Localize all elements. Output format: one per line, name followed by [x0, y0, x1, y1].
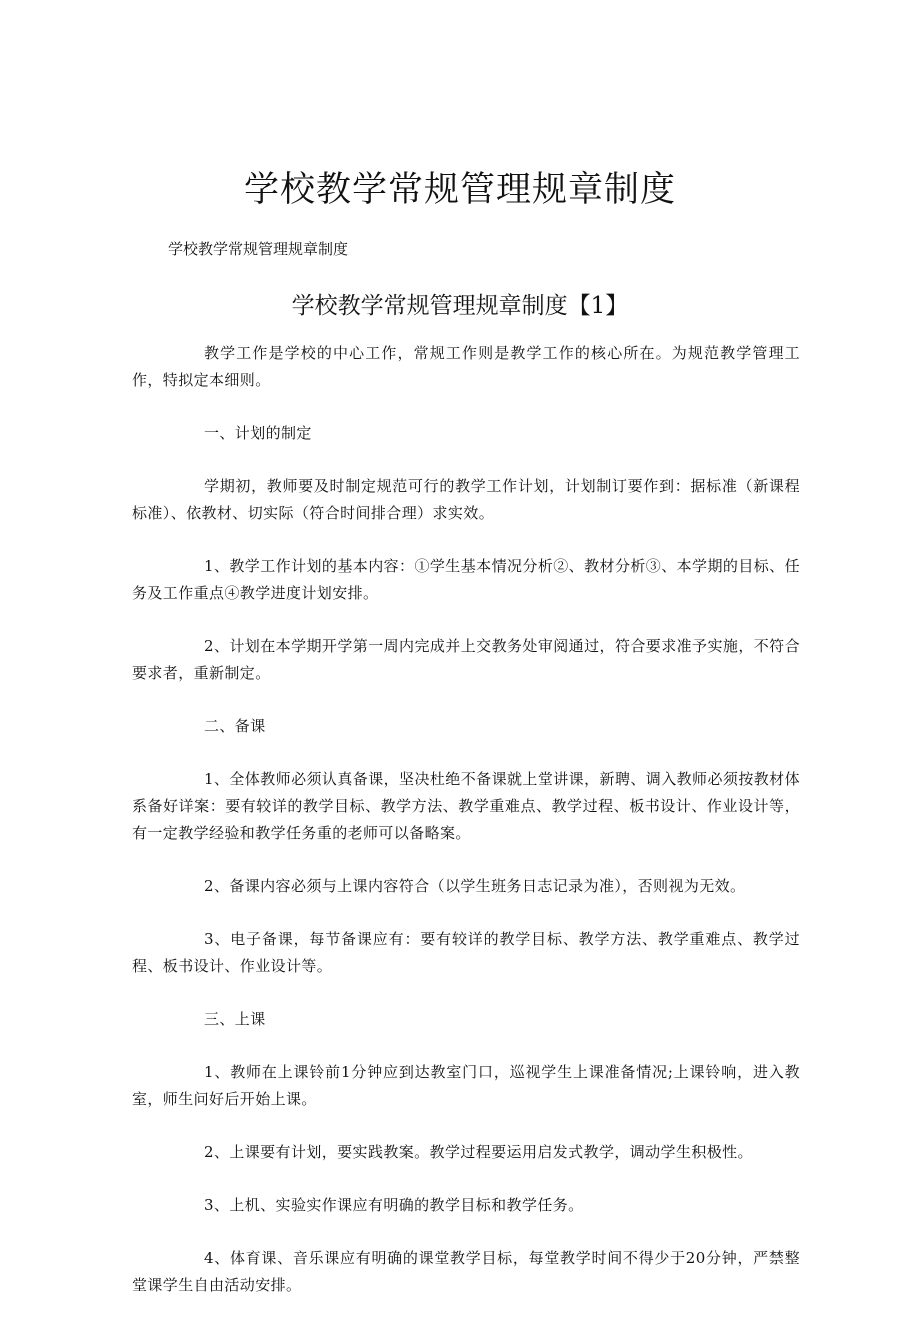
paragraph-plan-content: 1、教学工作计划的基本内容：①学生基本情况分析②、教材分析③、本学期的目标、任务及工作重点④教学进度计划安排。 [132, 557, 800, 602]
heading-preparation: 二、备课 [204, 717, 266, 735]
paragraph-preparation-3: 3、电子备课，每节备课应有：要有较详的教学目标、教学方法、教学重难点、教学过程、板书设计、作业设计等。 [132, 930, 800, 975]
paragraph-plan-review: 2、计划在本学期开学第一周内完成并上交教务处审阅通过，符合要求准予实施，不符合要求者，重新制定。 [132, 637, 800, 682]
paragraph-intro: 教学工作是学校的中心工作，常规工作则是教学工作的核心所在。为规范教学管理工作，特拟定本细则。 [132, 344, 800, 389]
paragraph-class-4: 4、体育课、音乐课应有明确的课堂教学目标，每堂教学时间不得少于20分钟，严禁整堂课学生自由活动安排。 [132, 1249, 800, 1294]
paragraph-class-2: 2、上课要有计划，要实践教案。教学过程要运用启发式教学，调动学生积极性。 [204, 1143, 753, 1161]
paragraph-class-3: 3、上机、实验实作课应有明确的教学目标和教学任务。 [204, 1196, 584, 1214]
document-body [132, 340, 800, 1325]
paragraph-plan-requirements: 学期初，教师要及时制定规范可行的教学工作计划，计划制订要作到：据标准（新课程标准）、依教材、切实际（符合时间排合理）求实效。 [132, 477, 800, 522]
heading-class: 三、上课 [204, 1010, 266, 1028]
heading-plan: 一、计划的制定 [204, 424, 312, 442]
document-title: 学校教学常规管理规章制度 [243, 170, 676, 210]
paragraph-preparation-2: 2、备课内容必须与上课内容符合（以学生班务日志记录为准），否则视为无效。 [204, 877, 746, 895]
section-title: 学校教学常规管理规章制度【1】 [291, 293, 629, 319]
paragraph-class-1: 1、教师在上课铃前1分钟应到达教室门口，巡视学生上课准备情况;上课铃响，进入教室，师生问好后开始上课。 [132, 1063, 800, 1108]
document-subtitle: 学校教学常规管理规章制度 [168, 240, 349, 258]
paragraph-preparation-1: 1、全体教师必须认真备课，坚决杜绝不备课就上堂讲课，新聘、调入教师必须按教材体系备好详案：要有较详的教学目标、教学方法、教学重难点、教学过程、板书设计、作业设计等，有一定教学经验和教学任务重的老师可以备略案。 [132, 770, 800, 842]
